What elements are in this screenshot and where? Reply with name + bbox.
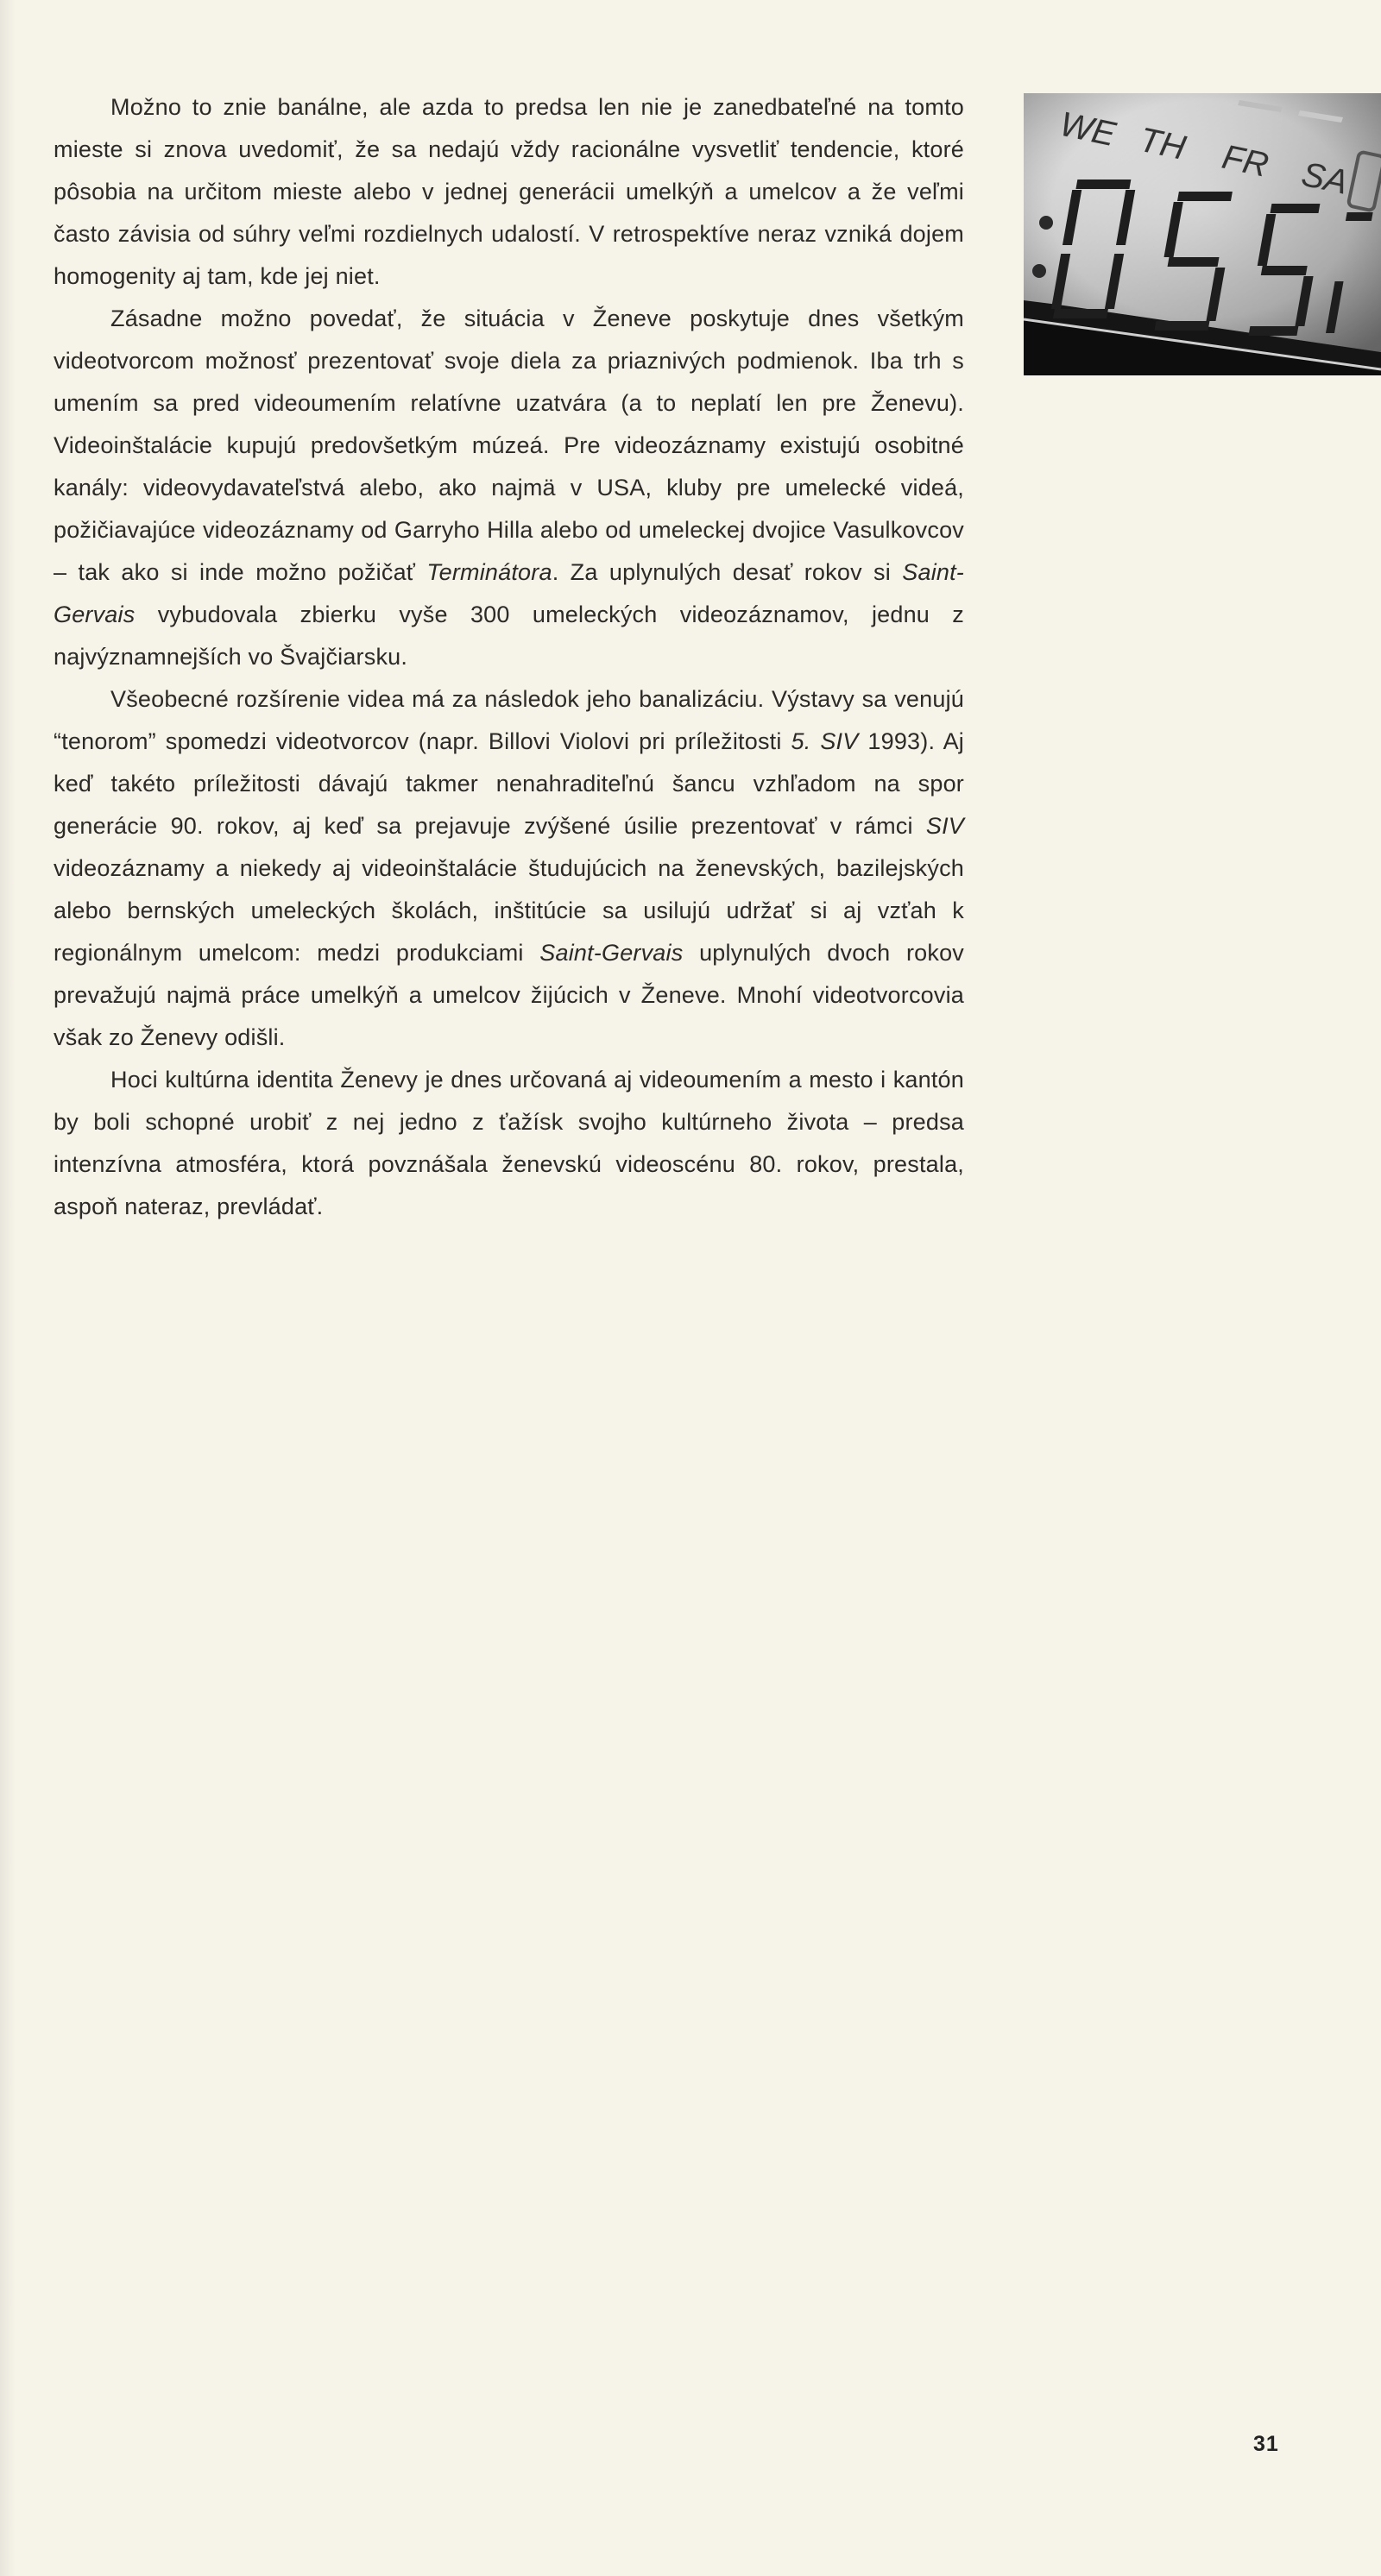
lcd-colon-dot (1039, 216, 1053, 230)
italic-title-text: Saint-Gervais (54, 559, 964, 627)
paragraph-text: uplynulých dvoch rokov prevažujú najmä práce umelkýň a umelcov žijúcich v Ženeve. Mnohí videotvorcovia však zo Ženevy odišli. (54, 940, 964, 1050)
article-paragraph (54, 678, 964, 1059)
page-number: 31 (1253, 2432, 1279, 2456)
article-paragraph (54, 1059, 964, 1228)
lcd-display-photo (1024, 93, 1381, 375)
lcd-day-label: SA (1298, 154, 1352, 202)
lcd-colon-dot (1032, 264, 1046, 278)
paragraph-text: Možno to znie banálne, ale azda to predsa len nie je zanedbateľné na tomto mieste si znova uvedomiť, že sa nedajú vždy racionálne vysvetliť tendencie, ktoré pôsobia na určitom mieste alebo v jednej generácii umelkýň a umelcov a že veľmi často závisia od súhry veľmi rozdielnych udalostí. V retrospektíve neraz vzniká dojem homogenity aj tam, kde jej niet. (54, 94, 964, 289)
article-body (54, 86, 964, 1228)
paragraph-text: Zásadne možno povedať, že situácia v Ženeve poskytuje dnes všetkým videotvorcom možnosť prezentovať svoje diela za priaznivých podmienok. Iba trh s umením sa pred videoumením relatívne uzatvára (a to neplatí len pre Ženevu). Videoinštalácie kupujú predovšetkým múzeá. Pre videozáznamy existujú osobitné kanály: videovydavateľstvá alebo, ako najmä v USA, kluby pre umelecké videá, požičiavajúce videozáznamy od Garryho Hilla alebo od umeleckej dvojice Vasulkovcov – tak ako si inde možno požičať (54, 305, 964, 585)
lcd-display-image (1024, 93, 1381, 375)
lcd-day-label: WE (1056, 104, 1119, 154)
paragraph-text: 1993). Aj keď takéto príležitosti dávajú takmer nenahraditeľnú šancu vzhľadom na spor generácie 90. rokov, aj keď sa prejavuje zvýšené úsilie prezentovať v rámci (54, 728, 964, 839)
paragraph-text: vybudovala zbierku vyše 300 umeleckých videozáznamov, jednu z najvýznamnejších vo Švajčiarsku. (54, 601, 964, 670)
page-edge-shadow (0, 0, 16, 2576)
italic-title-text: 5. SIV (791, 728, 859, 754)
article-paragraph (54, 86, 964, 298)
paragraph-text: videozáznamy a niekedy aj videoinštalácie študujúcich na ženevských, bazilejských alebo bernských umeleckých školách, inštitúcie sa usilujú udržať si aj vzťah k regionálnym umelcom: medzi produkciami (54, 855, 964, 966)
article-paragraph (54, 298, 964, 678)
italic-title-text: SIV (925, 813, 964, 839)
italic-title-text: Saint-Gervais (539, 940, 684, 966)
paragraph-text: . Za uplynulých desať rokov si (552, 559, 903, 585)
paragraph-text: Všeobecné rozšírenie videa má za následok jeho banalizáciu. Výstavy sa venujú “tenorom” spomedzi videotvorcov (napr. Billovi Violovi pri príležitosti (54, 686, 964, 754)
lcd-day-label: TH (1136, 120, 1189, 167)
italic-title-text: Terminátora (426, 559, 552, 585)
lcd-day-label: FR (1219, 137, 1272, 185)
paragraph-text: Hoci kultúrna identita Ženevy je dnes určovaná aj videoumením a mesto i kantón by boli schopné urobiť z nej jedno z ťažísk svojho kultúrneho života – predsa intenzívna atmosféra, ktorá povznášala ženevskú videoscénu 80. rokov, prestala, aspoň nateraz, prevládať. (54, 1067, 964, 1219)
